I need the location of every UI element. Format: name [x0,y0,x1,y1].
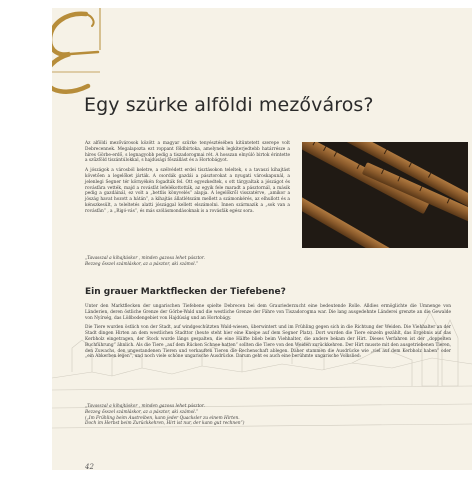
hungarian-quote-line-2: Bezzeg ősszel számláskor, az a pásztor, aki számol.” [85,261,199,267]
german-quote-line-2: Bezzeg ősszel számláskor, az a pásztor, aki számol.” [85,409,199,415]
hungarian-intro-text [85,141,290,219]
decorative-initial-e [52,8,116,98]
german-paragraph-1: Unter den Marktflecken der ungarischen Tiefebene spielte Debrecen bei dem Grauriederzucht eine bedeutende Rolle. Alldies ermöglichte die Umnenge von Länderien, deren östliche Grenze der Görbe-Wald und die westliche Grenze der Fähre von Tiszadorogma war. Die lang ausgedehnte Länderei grenzte an die Gewalde von Nyírség, das Lößbodengebiet von Hajdúság und an Hortobágy. [85,304,451,321]
tally-sticks-illustration [302,142,468,248]
page-headline: Egy szürke alföldi mezőváros? [84,94,374,116]
german-body-text [85,304,451,364]
book-page [52,8,472,470]
german-section-heading: Ein grauer Marktflecken der Tiefebene? [85,287,286,297]
hungarian-paragraph-2: A jószágok a városból keletre, a szélvédett erdei tisztásokon teleltek, s a tavaszi kihajtást követően a legelőket járták. A csordák gazdái a pásztorokat a nyugati városkapunál, a jelenlegi Segner tér környékén fogadták fel. Ott egyezkedtek, s ott tárgyaltak a jószágot és rovásfára vették, majd a rovásfát lefelékottották, az egyik fele maradt a pásztornál, a másik pedig a gazdáinál, ez volt a „bettlis könyvelés” alapja. A legelőkről visszatérve, „amikor a jószág havat hozott a hátán”, a kihajtás állatlétszám mellett a számonkérés, az elhullott és a kénszkesült, a teleltetés alatti jószággal kellett elszámolni. Innen származik a „sok van a rovásfán” , a „Rigó-vás”, és más szólásmondásoknak is a rovásfák egész sora. [85,168,290,214]
german-paragraph-2: Die Tiere wurden östlich von der Stadt, auf windgeschützten Wald-wiesen, überwintert und im Frühling gegen sich in die Richtung der Weiden. Die Viehhalter an der Stadt dingen Hirten an dem westlichen Stadttor (heute steht hier eine Kneipe auf dem Segner Platz). Dort wurden die Tiere einzeln gezählt, das Ergebnis auf das Kerbholz eingetragen, der Stock wurde längs gespalten, die eine Hälfte blieb beim Viehhalter, die andere bekam der Hirt. Dieses Verfahren ist der „doppelten Buchführung” ähnlich. Als die Tiere „auf dem Rücken Schnee hatten” sollten die Tiere von den Weiden zurückkehren. Der Hirt musste mit den ausgetriebenen Tieren, den Zuwachs, den ungestandenen Tieren und verkauften Tieren die Rechenschaft ablegen. Daher stammen die Ausdrücke wie „viel auf dem Kerbholz haben” oder „ein Abkerben legen”, und noch viele schöne ungarische Ausdrücke. Darum geht es auch eine berühmte ungarische Volkslied: [85,325,451,360]
german-quote-line-1: „Tavasszal a kihajtáskor , minden gazosa lehet pásztor. [85,404,205,409]
german-quote [85,404,451,427]
tally-sticks-photo [302,142,468,248]
german-quote-line-4: Doch im Herbst beim Zurückkehren, Hirt ist nur, der kann gut rechnen”) [85,421,245,427]
hungarian-paragraph-1: Az alföldi mezővárosok között a magyar szürke tenyésztésében kitüntetett szerepe volt Debrecennek. Megalapozta ezt roppant földbirtoka, amelynek legkiterjedtebb határrésze a híres Görbe-erdő, s legnagyobb pedig a tiszadorogmai rét. A hosszan elnyúló birtok érintette a szűzföld tiszántúlokkal, s hajdúsági főszállást és a Hortobágyot. [85,141,290,164]
german-quote-line-3: („Im Frühling beim Austreiben, kann jeder Quacksler zu einem Hirten. [85,415,240,421]
page-number: 42 [85,463,94,470]
hungarian-quote-line-1: „Tavasszal a kihajtáskor , minden gazosa lehet pásztor. [85,256,205,261]
hungarian-quote [85,256,290,268]
